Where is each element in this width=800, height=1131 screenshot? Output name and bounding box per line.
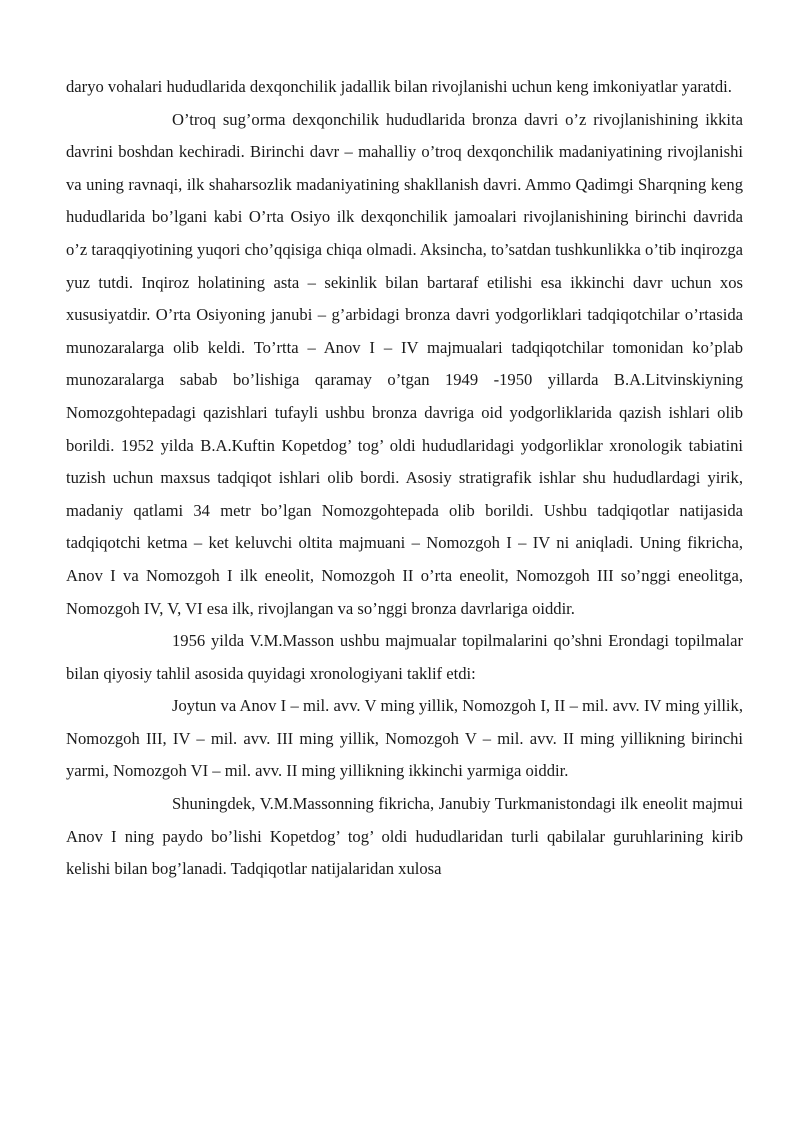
paragraph-3: 1956 yilda V.M.Masson ushbu majmualar topilmalarini qo’shni Erondagi topilmalar bilan qiyosiy tahlil asosida quyidagi xronologiyani taklif etdi: — [66, 631, 743, 683]
paragraph-4: Joytun va Anov I – mil. avv. V ming yillik, Nomozgoh I, II – mil. avv. IV ming yillik, Nomozgoh III, IV – mil. avv. III ming yillik, Nomozgoh V – mil. avv. II ming yillikning birinchi yarmi, Nomozgoh VI – mil. avv. II ming yillikning ikkinchi yarmiga oiddir. — [66, 696, 743, 781]
paragraph-1: daryo vohalari hududlarida dexqonchilik jadallik bilan rivojlanishi uchun keng imkoniyatlar yaratdi. — [66, 77, 732, 96]
paragraph-5: Shuningdek, V.M.Massonning fikricha, Janubiy Turkmanistondagi ilk eneolit majmui Anov I ning paydo bo’lishi Kopetdog’ tog’ oldi hududlaridan turli qabilalar guruhlarining kirib kelishi bilan bog’lanadi. Tadqiqotlar natijalaridan xulosa — [66, 794, 743, 879]
document-page — [66, 71, 743, 886]
paragraph-2: O’troq sug’orma dexqonchilik hududlarida bronza davri o’z rivojlanishining ikkita davrini boshdan kechiradi. Birinchi davr – mahalliy o’troq dexqonchilik madaniyatining rivojlanishi va uning ravnaqi, ilk shaharsozlik madaniyatining shakllanish davri. Ammo Qadimgi Sharqning keng hududlarida bo’lgani kabi O’rta Osiyo ilk dexqonchilik jamoalari rivojlanishining birinchi davrida o’z taraqqiyotining yuqori cho’qqisiga chiqa olmadi. Aksincha, to’satdan tushkunlikka o’tib inqirozga yuz tutdi. Inqiroz holatining asta – sekinlik bilan bartaraf etilishi esa ikkinchi davr uchun xos xususiyatdir. O’rta Osiyoning janubi – g’arbidagi bronza davri yodgorliklari tadqiqotchilar o’rtasida munozaralarga olib keldi. To’rtta – Anov I – IV majmualari tadqiqotchilar tomonidan ko’plab munozaralarga sabab bo’lishiga qaramay o’tgan 1949 -1950 yillarda B.A.Litvinskiyning Nomozgohtepadagi qazishlari tufayli ushbu bronza davriga oid yodgorliklarida qazish ishlari olib borildi. 1952 yilda B.A.Kuftin Kopetdog’ tog’ oldi hududlaridagi yodgorliklar xronologik tabiatini tuzish uchun maxsus tadqiqot ishlari olib bordi. Asosiy stratigrafik ishlar shu hududlardagi yirik, madaniy qatlami 34 metr bo’lgan Nomozgohtepada olib borildi. Ushbu tadqiqotlar natijasida tadqiqotchi ketma – ket keluvchi oltita majmuani – Nomozgoh I – IV ni aniqladi. Uning fikricha, Anov I va Nomozgoh I ilk eneolit, Nomozgoh II o’rta eneolit, Nomozgoh III so’nggi eneolitga, Nomozgoh IV, V, VI esa ilk, rivojlangan va so’nggi bronza davrlariga oiddir. — [66, 109, 743, 618]
